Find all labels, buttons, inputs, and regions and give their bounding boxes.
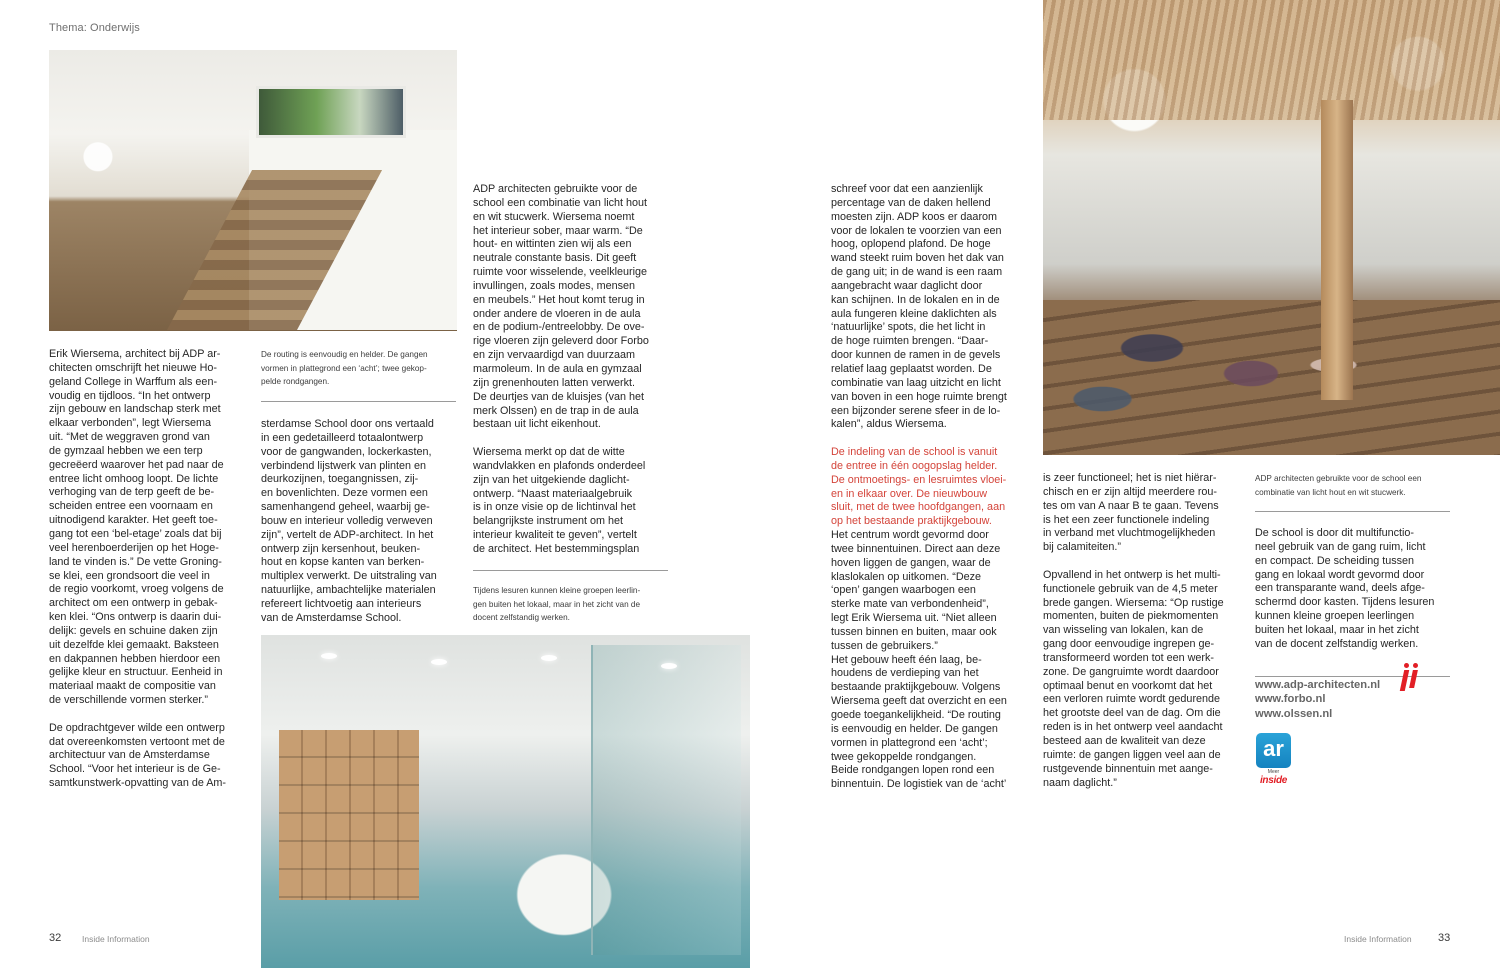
article-column-6 <box>1255 527 1455 665</box>
caption-rule <box>473 570 668 571</box>
inside-information-logo-icon <box>1396 663 1420 691</box>
photo-staircase <box>49 50 457 331</box>
article-column-3 <box>473 183 673 571</box>
photo-ceiling <box>1043 0 1500 120</box>
photo-corridor <box>261 635 750 968</box>
link-adp[interactable]: www.adp-architecten.nl <box>1255 679 1381 691</box>
ar-meer-inside-badge-icon <box>1256 733 1291 787</box>
link-olssen[interactable]: www.olssen.nl <box>1255 707 1333 720</box>
photo-lockers <box>279 730 419 900</box>
paragraph: schreef voor dat een aanzienlijk percentage van de daken hellend moesten zijn. ADP koos er daarom voor de lokalen te voorzien van een hoog, oplopend plafond. De hoge wand steekt ruim boven het dak van de gang uit; in de wand is een raam aangebracht waar daglicht door kan schijnen. In de lokalen en in de aula fungeren kleine daklichten als ‘natuurlijke’ spots, die het licht in de hoge ruimten brengen. “Daar- door kunnen de ramen in de gevels relatief laag geplaatst worden. De combinatie van laag uitzicht en licht van boven in een hoge ruimte brengt een bijzonder serene sfeer in de lo- kalen”, aldus Wiersema. <box>831 183 1007 431</box>
links-rule <box>1255 676 1450 677</box>
paragraph: Erik Wiersema, architect bij ADP ar- chitecten omschrijft het nieuwe Ho- geland College in Warffum als een- voudig en tijdloos. “In het ontwerp zijn gebouw en landschap sterk met elkaar verbonden”, legt Wiersema uit. “Met de weggraven grond van de gymzaal hebben we een terp gecreëerd waarover het pad naar de entree licht omhoog loopt. De lichte verhoging van de terp geeft de be- scheiden entree een voornaam en uitnodigend karakter. Het geeft toe- gang tot een ‘bel-etage’ zoals dat bij veel herenboerderijen op het Hoge- land te vinden is.” De vette Groning- se klei, een grondsoort die veel in de regio voorkomt, vroeg volgens de architect om een ontwerp in gebak- ken klei. “Ons ontwerp is daarin dui- delijk: gevels en schuine daken zijn uit dezelfde klei gemaakt. Baksteen en dakpannen hebben hierdoor een gelijke kleur en structuur. Eenheid in materiaal maakt de compositie van de verschillende vormen sterker.” <box>49 348 224 707</box>
caption-adp: ADP architecten gebruikte voor de school een combinatie van licht hout en wit stucwerk. <box>1255 474 1422 497</box>
paragraph: ADP architecten gebruikte voor de school een combinatie van licht hout en wit stucwerk. Wiersema noemt het interieur sober, maar warm. “De hout- en wittinten zien wij als een neutrale constante basis. Dit geeft ruimte voor wisselende, veelkleurige invullingen, zoals modes, mensen en meubels.” Het hout komt terug in onder andere de vloeren in de aula en de podium-/entreelobby. De ove- rige vloeren zijn geleverd door Forbo en zijn vervaardigd van duurzaam marmoleum. In de aula en gymzaal zijn grenenhouten latten verwerkt. De deurtjes van de kluisjes (van het merk Olssen) en de trap in de aula bestaan uit licht eikenhout. <box>473 183 649 431</box>
photo-lamp <box>321 653 337 659</box>
section-header-left: Thema: Onderwijs <box>49 22 140 34</box>
photo-lamp <box>661 663 677 669</box>
badge-meer: Meer <box>1267 769 1280 775</box>
photo-lamp <box>541 655 557 661</box>
link-forbo[interactable]: www.forbo.nl <box>1255 693 1326 706</box>
article-column-2 <box>261 418 461 639</box>
paragraph: Wiersema merkt op dat de witte wandvlakken en plafonds onderdeel zijn van het uitgekiende daglicht- ontwerp. “Naast materiaalgebruik is in onze visie op de lichtinval het belangrijkste instrument om het interieur kwaliteit te geven”, vertelt de architect. Het bestemmingsplan <box>473 445 646 555</box>
photo-lamp <box>431 659 447 665</box>
photo-pillar <box>1321 100 1353 400</box>
caption-routing: De routing is eenvoudig en helder. De gangen vormen in plattegrond een ‘acht’; twee gekop- pelde rondgangen. <box>261 350 428 387</box>
publication-name-right: Inside Information <box>1344 934 1412 944</box>
web-links <box>1255 678 1380 721</box>
paragraph: Het centrum wordt gevormd door twee binnentuinen. Direct aan deze hoven liggen de gangen, waar de klaslokalen op uitkomen. “Deze ‘open’ gangen waarbogen een sterke mate van verbondenheid”, legt Erik Wiersema uit. “Niet alleen tussen binnen en buiten, maar ook tussen de gebruikers.” Het gebouw heeft één laag, be- houdens de verdieping van het bestaande praktijkgebouw. Volgens Wiersema geeft dat overzicht en een goede toegankelijkheid. “De routing is eenvoudig en helder. De gangen vormen in plattegrond een ‘acht’; twee gekoppelde rondgangen. Beide rondgangen lopen rond een binnentuin. De logistiek van de ‘acht’ <box>831 529 1007 791</box>
page-number-right: 33 <box>1438 932 1451 944</box>
photo-window <box>256 86 406 138</box>
paragraph: sterdamse School door ons vertaald in een gedetailleerd totaalontwerp voor de gangwanden, lockerkasten, verbindend lijstwerk van plinten en deurkozijnen, toegangnissen, zij- en bovenlichten. Deze vormen een samenhangend geheel, waarbij ge- bouw en interieur volledig verweven zijn”, vertelt de ADP-architect. In het ontwerp zijn kersenhout, beuken- hout en kopse kanten van berken- multiplex verwerkt. De uitstraling van natuurlijke, ambachtelijke materialen refereert lichtvoetig aan interieurs van de Amsterdamse School. <box>261 418 437 624</box>
caption-rule <box>261 401 456 402</box>
article-column-4 <box>831 183 1031 806</box>
photo-glass-wall <box>591 645 741 955</box>
badge-ar: ar <box>1256 733 1291 768</box>
photo-aula <box>1043 0 1500 455</box>
badge-inside: inside <box>1259 775 1288 786</box>
caption-lesuren: Tijdens lesuren kunnen kleine groepen leerlin- gen buiten het lokaal, maar in het zicht van de docent zelfstandig werken. <box>473 586 641 623</box>
paragraph: is zeer functioneel; het is niet hiërar- chisch en er zijn altijd meerdere rou- tes om van A naar B te gaan. Tevens is het een zeer functionele indeling in verband met vluchtmogelijkheden bij calamiteiten.” <box>1043 472 1219 554</box>
article-column-1 <box>49 348 245 805</box>
paragraph: De school is door dit multifunctio- neel gebruik van de gang ruim, licht en compact. De scheiding tussen gang en lokaal wordt gevormd door een transparante wand, deels afge- schermd door kasten. Tijdens lesuren kunnen kleine groepen leerlingen buiten het lokaal, maar in het zicht van de docent zelfstandig werken. <box>1255 527 1435 650</box>
caption-rule <box>1255 511 1450 512</box>
paragraph: Opvallend in het ontwerp is het multi- functionele gebruik van de 4,5 meter brede gangen. Wiersema: “Op rustige momenten, buiten de piekmomenten van wisseling van lokalen, kan de gang door eenvoudige ingrepen ge- transformeerd worden tot een werk- zone. De gangruimte wordt daardoor optimaal benut en voorkomt dat het een verloren ruimte wordt gedurende het grootste deel van de dag. Om die reden is in het ontwerp veel aandacht besteed aan de kwaliteit van deze ruimte: de gangen liggen veel aan de rustgevende binnentuin met aange- naam daglicht.” <box>1043 568 1224 789</box>
publication-name-left: Inside Information <box>82 934 150 944</box>
pull-quote: De indeling van de school is vanuit de entree in één oogopslag helder. De ontmoetings- en lesruimtes vloei- en in elkaar over. De nieuwbouw sluit, met de twee hoofdgangen, aan op het bestaande praktijkgebouw. <box>831 445 1007 528</box>
paragraph: De opdrachtgever wilde een ontwerp dat overeenkomsten vertoont met de architectuur van de Amsterdamse School. “Voor het interieur is de Ge- samtkunstwerk-opvatting van de Am- <box>49 721 227 790</box>
article-column-5 <box>1043 472 1243 804</box>
page-number-left: 32 <box>49 932 62 944</box>
